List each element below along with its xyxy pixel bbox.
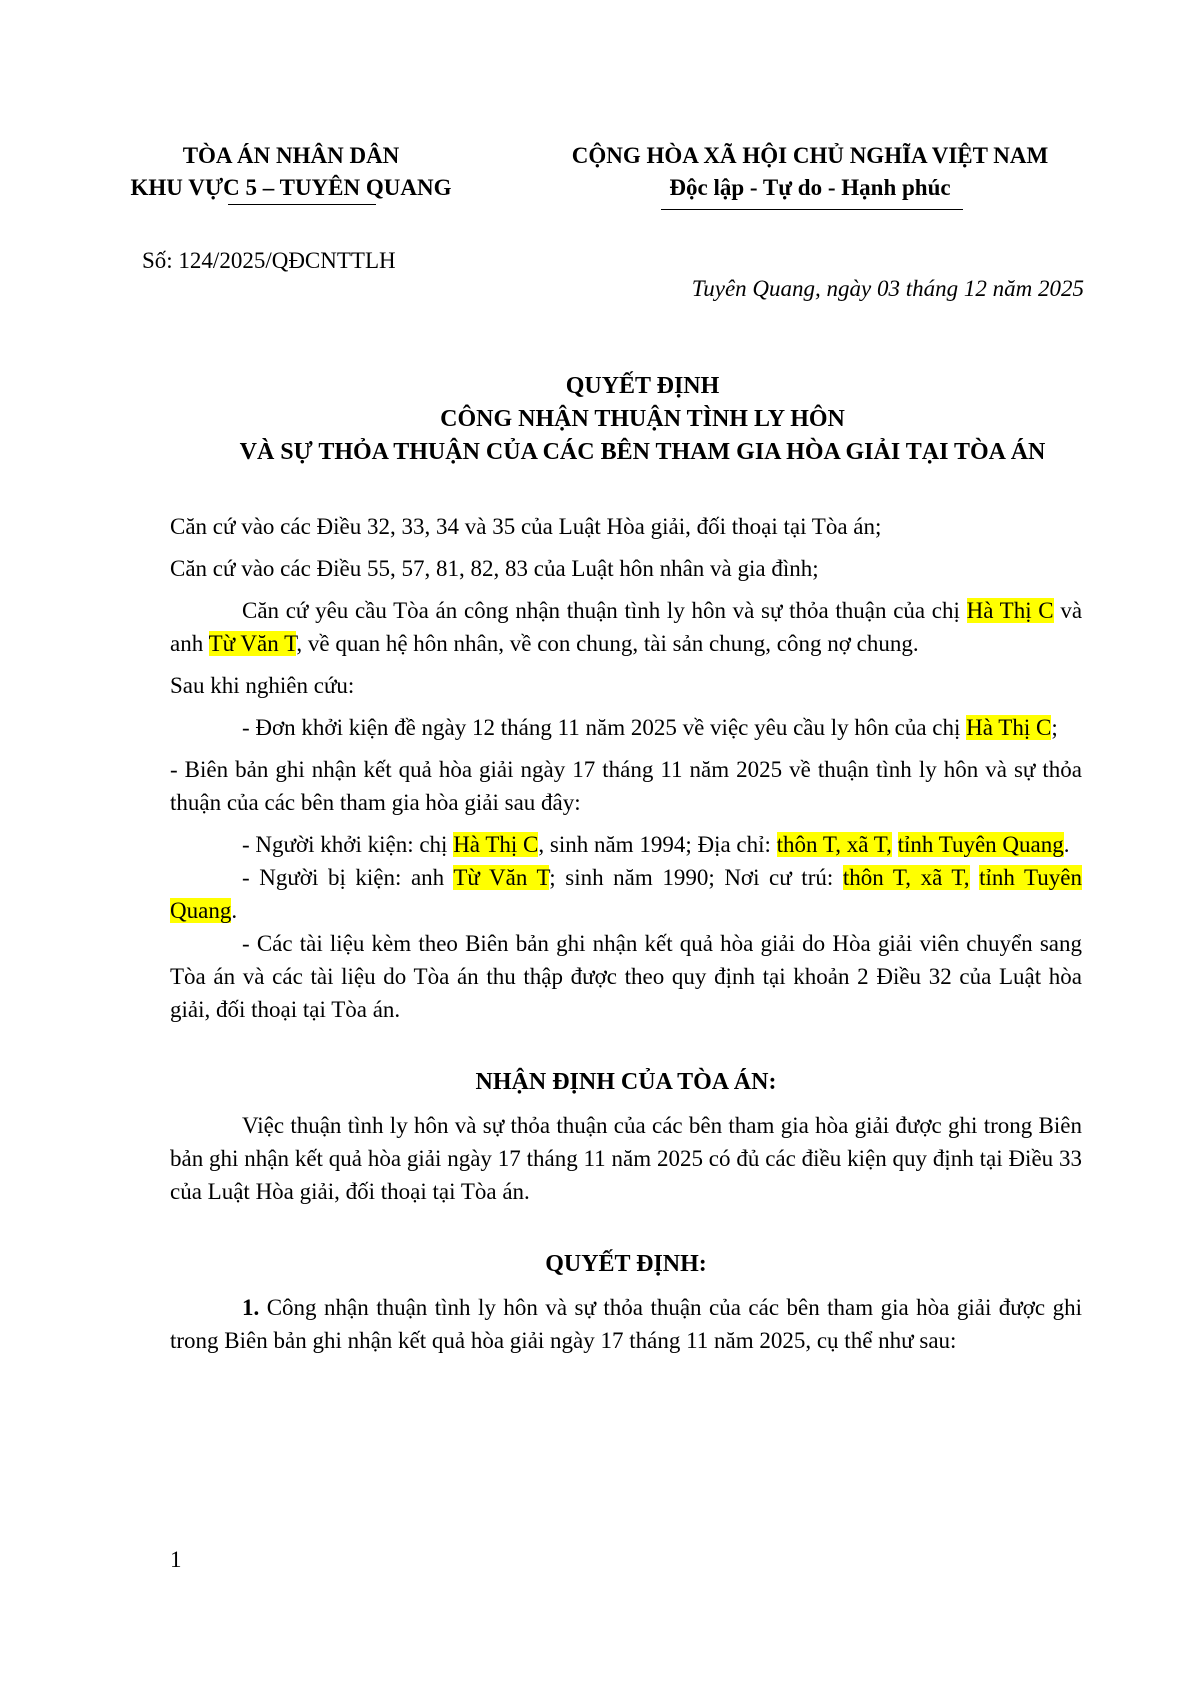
court-header — [105, 140, 477, 204]
court-name: TÒA ÁN NHÂN DÂN — [182, 143, 400, 168]
national-name: CỘNG HÒA XÃ HỘI CHỦ NGHĨA VIỆT NAM — [571, 143, 1049, 168]
province-highlight: tỉnh Tuyên Quang — [897, 832, 1064, 857]
decision-heading: QUYẾT ĐỊNH: — [545, 1251, 707, 1277]
legal-basis-1: Căn cứ vào các Điều 32, 33, 34 và 35 của Luật Hòa giải, đối thoại tại Tòa án; — [170, 514, 882, 539]
document-body — [170, 510, 1082, 1366]
study-item-petition: - Đơn khởi kiện đề ngày 12 tháng 11 năm 2025 về việc yêu cầu ly hôn của chị Hà Thị C; — [242, 715, 1058, 740]
page-number: 1 — [170, 1547, 182, 1572]
court-region: KHU VỰC 5 – TUYÊN QUANG — [130, 175, 452, 200]
decision-item-1: 1. Công nhận thuận tình ly hôn và sự thỏa thuận của các bên tham gia hòa giải được ghi trong Biên bản ghi nhận kết quả hòa giải ngày 17 tháng 11 năm 2025, cụ thể như sau: — [170, 1295, 1083, 1353]
national-header — [530, 140, 1090, 204]
court-header-underline — [228, 204, 376, 205]
national-motto: Độc lập - Tự do - Hạnh phúc — [669, 175, 951, 200]
study-item-minutes: - Biên bản ghi nhận kết quả hòa giải ngày 17 tháng 11 năm 2025 về thuận tình ly hôn và sự thỏa thuận của các bên tham gia hòa giải sau đây: — [170, 757, 1082, 815]
defendant-name-highlight: Từ Văn T — [208, 631, 297, 656]
address-highlight: thôn T, xã T, — [776, 832, 892, 857]
title-line-3: VÀ SỰ THỎA THUẬN CỦA CÁC BÊN THAM GIA HÒA GIẢI TẠI TÒA ÁN — [239, 439, 1046, 465]
decision-item-number: 1. — [242, 1295, 260, 1320]
study-item-plaintiff: - Người khởi kiện: chị Hà Thị C, sinh năm 1994; Địa chỉ: thôn T, xã T, tỉnh Tuyên Quang. — [242, 832, 1070, 857]
document-title — [150, 370, 1135, 469]
legal-basis-3: Căn cứ yêu cầu Tòa án công nhận thuận tình ly hôn và sự thỏa thuận của chị Hà Thị C và anh Từ Văn T, về quan hệ hôn nhân, về con chung, tài sản chung, công nợ chung. — [170, 598, 1083, 656]
document-date: Tuyên Quang, ngày 03 tháng 12 năm 2025 — [691, 276, 1084, 301]
defendant-name-highlight: Từ Văn T — [453, 865, 550, 890]
study-intro: Sau khi nghiên cứu: — [170, 673, 355, 698]
plaintiff-name-highlight: Hà Thị C — [453, 832, 539, 857]
plaintiff-name-highlight: Hà Thị C — [966, 598, 1054, 623]
national-motto-underline — [661, 209, 963, 210]
plaintiff-name-highlight: Hà Thị C — [966, 715, 1052, 740]
province-highlight: tỉnh Tuyên Quang — [170, 865, 1082, 923]
title-line-2: CÔNG NHẬN THUẬN TÌNH LY HÔN — [440, 406, 845, 432]
study-item-documents: - Các tài liệu kèm theo Biên bản ghi nhận kết quả hòa giải do Hòa giải viên chuyển sang Tòa án và các tài liệu do Tòa án thu thập được theo quy định tại khoản 2 Điều 32 của Luật hòa giải, đối thoại tại Tòa án. — [170, 931, 1082, 1022]
assessment-text: Việc thuận tình ly hôn và sự thỏa thuận của các bên tham gia hòa giải được ghi trong Biên bản ghi nhận kết quả hòa giải ngày 17 tháng 11 năm 2025 có đủ các điều kiện quy định tại Điều 33 của Luật Hòa giải, đối thoại tại Tòa án. — [170, 1113, 1082, 1204]
legal-basis-2: Căn cứ vào các Điều 55, 57, 81, 82, 83 của Luật hôn nhân và gia đình; — [170, 556, 819, 581]
title-line-1: QUYẾT ĐỊNH — [565, 373, 720, 399]
document-number: Số: 124/2025/QĐCNTTLH — [142, 248, 396, 273]
study-item-defendant: - Người bị kiện: anh Từ Văn T; sinh năm 1990; Nơi cư trú: thôn T, xã T, tỉnh Tuyên Quang. — [170, 865, 1082, 923]
assessment-heading: NHẬN ĐỊNH CỦA TÒA ÁN: — [475, 1069, 777, 1095]
address-highlight: thôn T, xã T, — [842, 865, 970, 890]
